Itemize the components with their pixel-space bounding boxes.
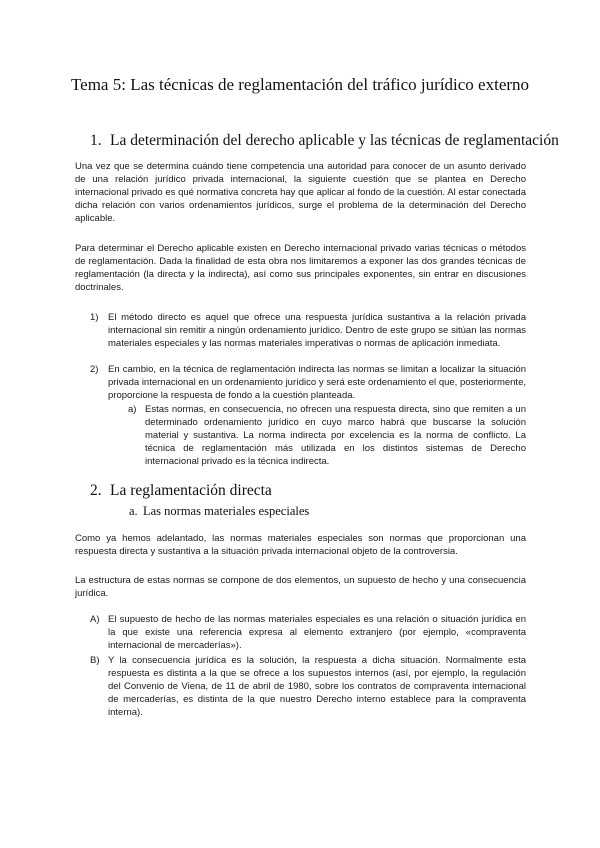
- paragraph: La estructura de estas normas se compone de dos elementos, un supuesto de hecho y una consecuencia jurídica.: [75, 575, 526, 599]
- paragraph: Para determinar el Derecho aplicable existen en Derecho internacional privado varias técnicas o métodos de reglamentación. Dada la finalidad de esta obra nos limitaremos a exponer las dos grandes técnicas de reglamentación (la directa y la indirecta), así como sus principales exponentes, sin entrar en discusiones doctrinales.: [75, 243, 526, 293]
- subsection-heading: [129, 503, 309, 519]
- list-item-text: Estas normas, en consecuencia, no ofrecen una respuesta directa, sino que remiten a un determinado ordenamiento jurídico en cuyo marco habrá que buscarse la solución material y sustantiva. La norma indirecta por excelencia es la norma de conflicto. La técnica de reglamentación más utilizada en los distintos sistemas de Derecho internacional privado es la técnica indirecta.: [145, 404, 526, 467]
- section-1-heading: [90, 131, 559, 151]
- list-item: [90, 363, 526, 402]
- list-item-text: El supuesto de hecho de las normas materiales especiales es una relación o situación jurídica en la que existe una referencia expresa al elemento extranjero (por ejemplo, «compraventa internacional de mercaderías»).: [108, 614, 526, 651]
- sub-list-item: [128, 403, 526, 468]
- subsection-title: Las normas materiales especiales: [143, 504, 310, 518]
- list-item-text: El método directo es aquel que ofrece una respuesta jurídica sustantiva a la relación privada internacional sin remitir a ningún ordenamiento jurídico. Dentro de este grupo se sitúan las normas materiales especiales y las normas materiales imperativas o normas de aplicación inmediata.: [108, 312, 526, 349]
- list-item-text: En cambio, en la técnica de reglamentación indirecta las normas se limitan a localizar la situación privada internacional en un ordenamiento jurídico y será este ordenamiento el que, posteriormente, proporcione la respuesta de fondo a la cuestión planteada.: [108, 364, 526, 401]
- list-marker: A): [90, 614, 100, 625]
- list-item: [90, 613, 526, 652]
- list-item: [90, 654, 526, 719]
- subsection-number: a.: [129, 504, 138, 518]
- section-2-number: 2.: [90, 482, 102, 499]
- section-2-title: La reglamentación directa: [110, 482, 272, 499]
- list-item: [90, 311, 526, 363]
- list-marker: B): [90, 655, 100, 666]
- paragraph: Como ya hemos adelantado, las normas materiales especiales son normas que proporcionan una respuesta directa y sustantiva a la situación privada internacional objeto de la controversia.: [75, 533, 526, 557]
- section-1-number: 1.: [90, 132, 102, 149]
- section-1-title: La determinación del derecho aplicable y las técnicas de reglamentación: [110, 132, 559, 149]
- paragraph: Una vez que se determina cuándo tiene competencia una autoridad para conocer de un asunto derivado de una relación jurídico privada internacional, la siguiente cuestión que se plantea en Derecho internacional privado es qué normativa concreta hay que aplicar al fondo de la cuestión. Al estar conectada dicha relación con varios ordenamientos jurídicos, surge el problema de la determinación del Derecho aplicable.: [75, 161, 526, 224]
- list-marker: 1): [90, 312, 99, 323]
- page-title: Tema 5: Las técnicas de reglamentación del tráfico jurídico externo: [70, 75, 530, 94]
- list-marker: a): [128, 404, 137, 415]
- list-marker: 2): [90, 364, 99, 375]
- list-item-text: Y la consecuencia jurídica es la solución, la respuesta a dicha situación. Normalmente esta respuesta es distinta a la que se ofrece a los supuestos internos (así, por ejemplo, la regulación del Convenio de Viena, de 11 de abril de 1980, sobre los contratos de compraventa internacional de mercaderías, es distinta de la que nuestro Derecho interno establece para la compraventa interna).: [108, 655, 526, 718]
- section-2-heading: [90, 481, 272, 501]
